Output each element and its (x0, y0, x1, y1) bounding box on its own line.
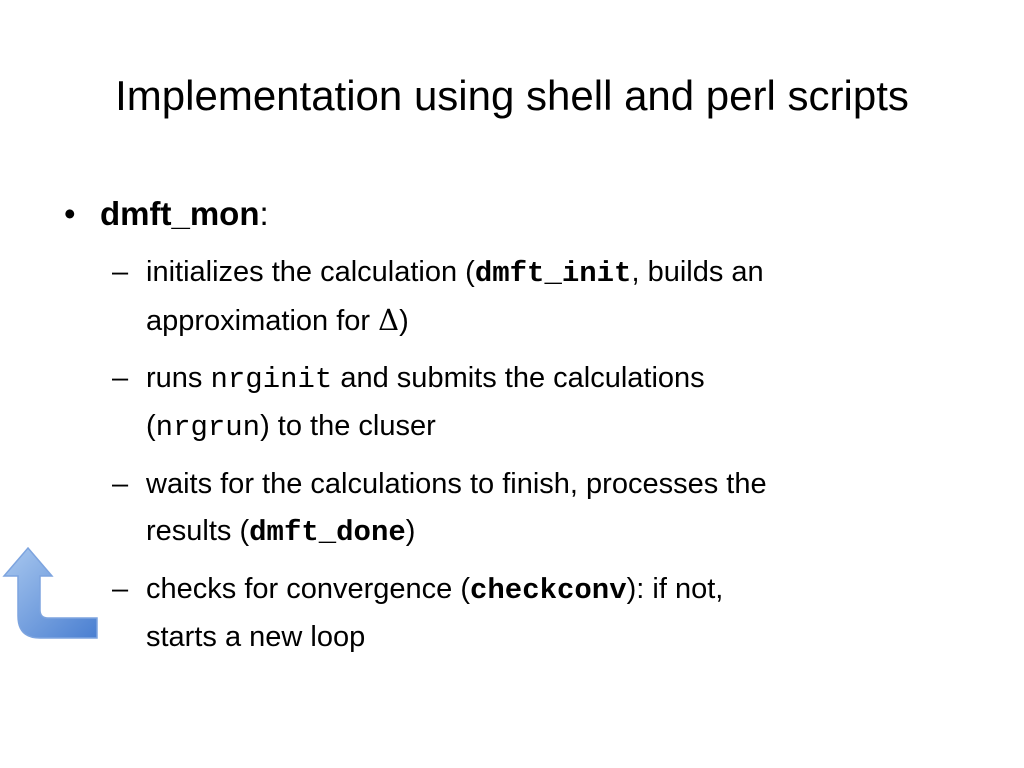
inline-code: dmft_init (474, 257, 632, 290)
list-item-line: approximation for Δ) (146, 303, 409, 337)
inline-code: dmft_done (249, 516, 406, 549)
dash-marker: – (112, 256, 129, 288)
dash-marker: – (112, 362, 129, 394)
dash-marker: – (112, 468, 129, 500)
list-item-line: initializes the calculation (dmft_init, builds an (146, 256, 764, 290)
delta-symbol: Δ (378, 303, 400, 337)
loop-arrow-icon (0, 544, 102, 644)
list-item (146, 566, 986, 661)
inline-code: nrgrun (155, 411, 261, 444)
list-item-line: waits for the calculations to finish, processes the (146, 468, 767, 500)
list-item-line: (nrgrun) to the cluser (146, 410, 436, 444)
slide-title: Implementation using shell and perl scripts (115, 72, 909, 119)
dash-marker: – (112, 573, 129, 605)
level1-item (100, 192, 269, 236)
bullet-marker: • (64, 195, 76, 232)
list-item (146, 355, 986, 451)
inline-code: nrginit (210, 363, 333, 396)
list-item-line: runs nrginit and submits the calculations (146, 362, 705, 396)
list-item-line: starts a new loop (146, 621, 366, 653)
list-item (146, 249, 986, 345)
script-name: dmft_mon (100, 195, 260, 232)
list-item-line: checks for convergence (checkconv): if not, (146, 573, 724, 607)
bullet-colon: : (259, 195, 269, 232)
list-item-line: results (dmft_done) (146, 515, 416, 549)
inline-code: checkconv (469, 574, 627, 607)
list-item (146, 461, 986, 556)
